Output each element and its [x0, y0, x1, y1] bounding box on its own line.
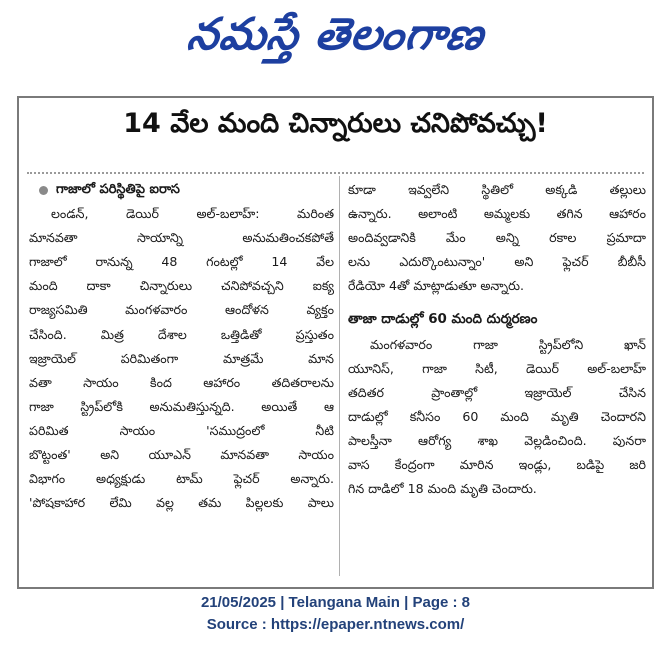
body-line: తదితర ప్రాంతాల్లో ఇజ్రాయెల్ చేసిన: [348, 384, 646, 400]
footer-date-edition: 21/05/2025 | Telangana Main | Page : 8: [200, 594, 471, 611]
masthead-logo: నమస్తే తెలంగాణ: [184, 9, 488, 60]
body-line: వతా సాయం కింద ఆహారం తదితరాలను: [29, 374, 334, 390]
body-line: గిన దాడిలో 18 మంది మృతి చెందారు.: [348, 481, 537, 497]
body-line: చేసింది. మిత్ర దేశాల ఒత్తిడితో ప్రస్తుతం: [29, 326, 334, 342]
body-line: కూడా ఇవ్వలేని స్థితిలో అక్కడి తల్లులు: [348, 182, 646, 197]
body-line: మంగళవారం గాజా స్ట్రిప్‌లోని ఖాన్: [370, 336, 646, 352]
body-line: అందివ్వడానికి మేం అన్ని రకాల ప్రమాదా: [348, 230, 646, 246]
news-clipping: [17, 96, 654, 589]
body-line: పరిమిత సాయం 'సముద్రంలో నీటి: [29, 422, 334, 438]
footer-source: Source : https://epaper.ntnews.com/: [206, 616, 465, 633]
body-line: 'పోషకాహార లేమి వల్ల తమ పిల్లలకు పాలు: [29, 495, 334, 511]
bullet-icon: [39, 186, 48, 195]
left-subhead: [29, 178, 334, 202]
body-line: మంది దాకా చిన్నారులు చనిపోవచ్చని ఐక్య: [29, 278, 334, 294]
body-line: ఉన్నారు. అలాంటి అమ్మలకు తగిన ఆహారం: [348, 206, 646, 222]
right-subhead: తాజా దాడుల్లో 60 మంది దుర్మరణం: [348, 312, 538, 328]
body-line: రాజ్యసమితి మంగళవారం ఆందోళన వ్యక్తం: [29, 302, 334, 318]
body-line: పాలస్తీనా ఆరోగ్య శాఖ వెల్లడించింది. పునరా: [348, 432, 646, 448]
body-line: గాజా స్ట్రిప్‌లోకి అనుమతిస్తున్నది. అయితే ఆ: [29, 398, 334, 414]
column-divider: [339, 176, 340, 576]
body-line: లండన్, డెయిర్ అల్-బలాహ్: మరింత: [51, 206, 334, 222]
body-line: బొట్టంత' అని యూఎన్ మానవతా సాయం: [29, 447, 334, 463]
body-line: దాడుల్లో కనీసం 60 మంది మృతి చెందారని: [348, 408, 646, 424]
headline: 14 వేల మంది చిన్నారులు చనిపోవచ్చు!: [123, 108, 548, 139]
left-column: [29, 178, 334, 515]
left-subhead-text: గాజాలో పరిస్థితిపై ఐరాస: [56, 182, 180, 197]
body-line: లను ఎదుర్కొంటున్నాం' అని ఫ్లెచర్ బీబీసీ: [348, 254, 646, 270]
body-line: యూనిస్, గాజా సిటీ, డెయిర్ అల్-బలాహ్: [348, 360, 646, 376]
right-column: [348, 178, 646, 501]
body-line: వాస కేంద్రంగా మారిన ఇండ్లు, బడిపై జరి: [348, 457, 646, 473]
body-line: విభాగం అధ్యక్షుడు టామ్ ఫ్లెచర్ అన్నారు.: [29, 471, 334, 487]
body-line: ఇజ్రాయెల్ పరిమితంగా మాత్రమే మాన: [29, 350, 334, 366]
headline-divider: [27, 172, 644, 174]
body-line: రేడియో 4తో మాట్లాడుతూ అన్నారు.: [348, 278, 524, 294]
body-line: మానవతా సాయాన్ని అనుమతించకపోతే: [29, 230, 334, 246]
masthead: [0, 4, 671, 76]
body-line: గాజాలో రానున్న 48 గంటల్లో 14 వేల: [29, 254, 334, 270]
